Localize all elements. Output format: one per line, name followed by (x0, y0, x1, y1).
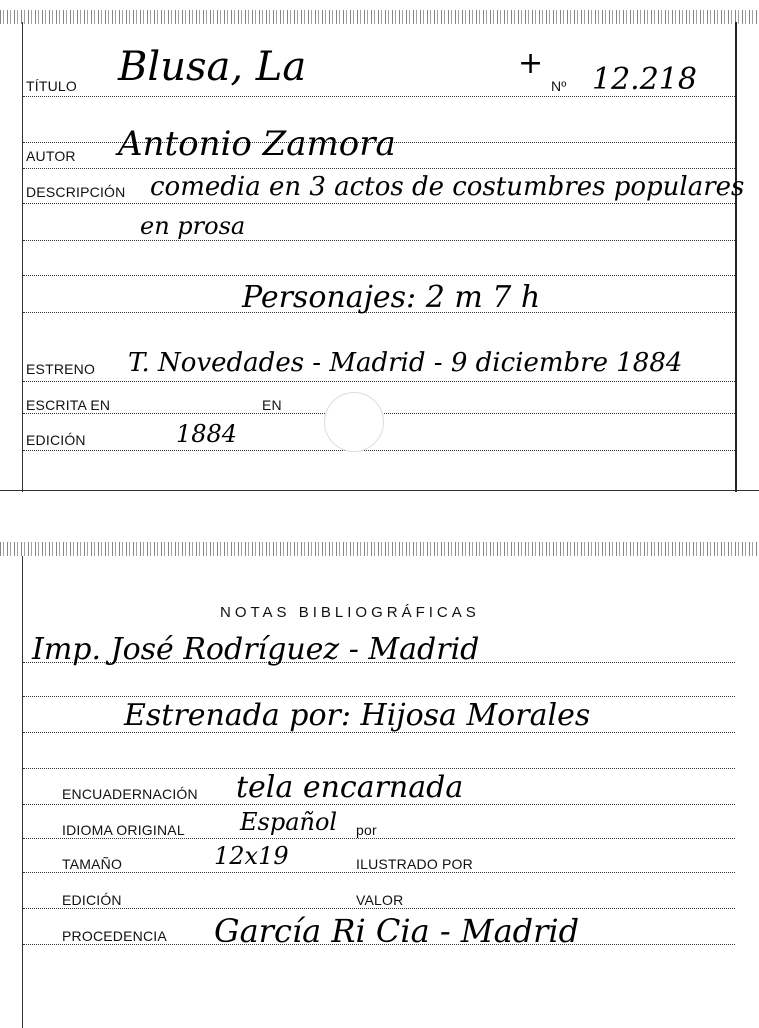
rule (23, 381, 735, 382)
cross-mark: + (518, 46, 544, 81)
rule (23, 908, 735, 909)
label-en: EN (262, 397, 282, 413)
rule (23, 168, 735, 169)
label-por: por (356, 822, 377, 838)
value-descripcion-2: en prosa (140, 212, 246, 240)
label-tamano: TAMAÑO (62, 856, 123, 872)
label-edicion: EDICIÓN (26, 432, 86, 448)
rule (23, 240, 735, 241)
value-numero: 12.218 (592, 62, 697, 97)
label-descripcion: DESCRIPCIÓN (26, 184, 126, 200)
label-edicion-2: EDICIÓN (62, 892, 122, 908)
label-titulo: TÍTULO (26, 78, 77, 94)
value-descripcion-1: comedia en 3 actos de costumbres populares (150, 172, 745, 202)
label-valor: VALOR (356, 892, 404, 908)
value-estreno: T. Novedades - Madrid - 9 diciembre 1884 (128, 348, 683, 378)
rule (23, 872, 735, 873)
value-idioma: Español (240, 808, 338, 836)
label-ilustrado: ILUSTRADO POR (356, 856, 473, 872)
label-numero: Nº (551, 78, 567, 94)
value-notas-2: Estrenada por: Hijosa Morales (124, 698, 591, 733)
value-titulo: Blusa, La (118, 44, 307, 90)
label-estreno: ESTRENO (26, 361, 96, 377)
rule (23, 203, 735, 204)
rule (23, 838, 735, 839)
value-notas-1: Imp. José Rodríguez - Madrid (32, 632, 480, 667)
value-autor: Antonio Zamora (118, 124, 396, 164)
value-encuadernacion: tela encarnada (236, 770, 464, 805)
label-autor: AUTOR (26, 148, 76, 164)
smudge (324, 392, 384, 452)
value-edicion: 1884 (176, 420, 238, 448)
card-top-edge (0, 542, 759, 556)
rule (23, 275, 735, 276)
label-procedencia: PROCEDENCIA (62, 928, 167, 944)
notas-title: NOTAS BIBLIOGRÁFICAS (220, 604, 480, 621)
label-escrita-en: ESCRITA EN (26, 397, 111, 413)
card-divider (0, 490, 759, 491)
label-idioma: IDIOMA ORIGINAL (62, 822, 185, 838)
label-encuadernacion: ENCUADERNACIÓN (62, 786, 198, 802)
rule (23, 450, 735, 451)
value-personajes: Personajes: 2 m 7 h (242, 280, 541, 315)
rule (23, 768, 735, 769)
rule (23, 696, 735, 697)
value-tamano: 12x19 (214, 842, 289, 870)
value-procedencia: García Ri Cia - Madrid (214, 912, 580, 950)
